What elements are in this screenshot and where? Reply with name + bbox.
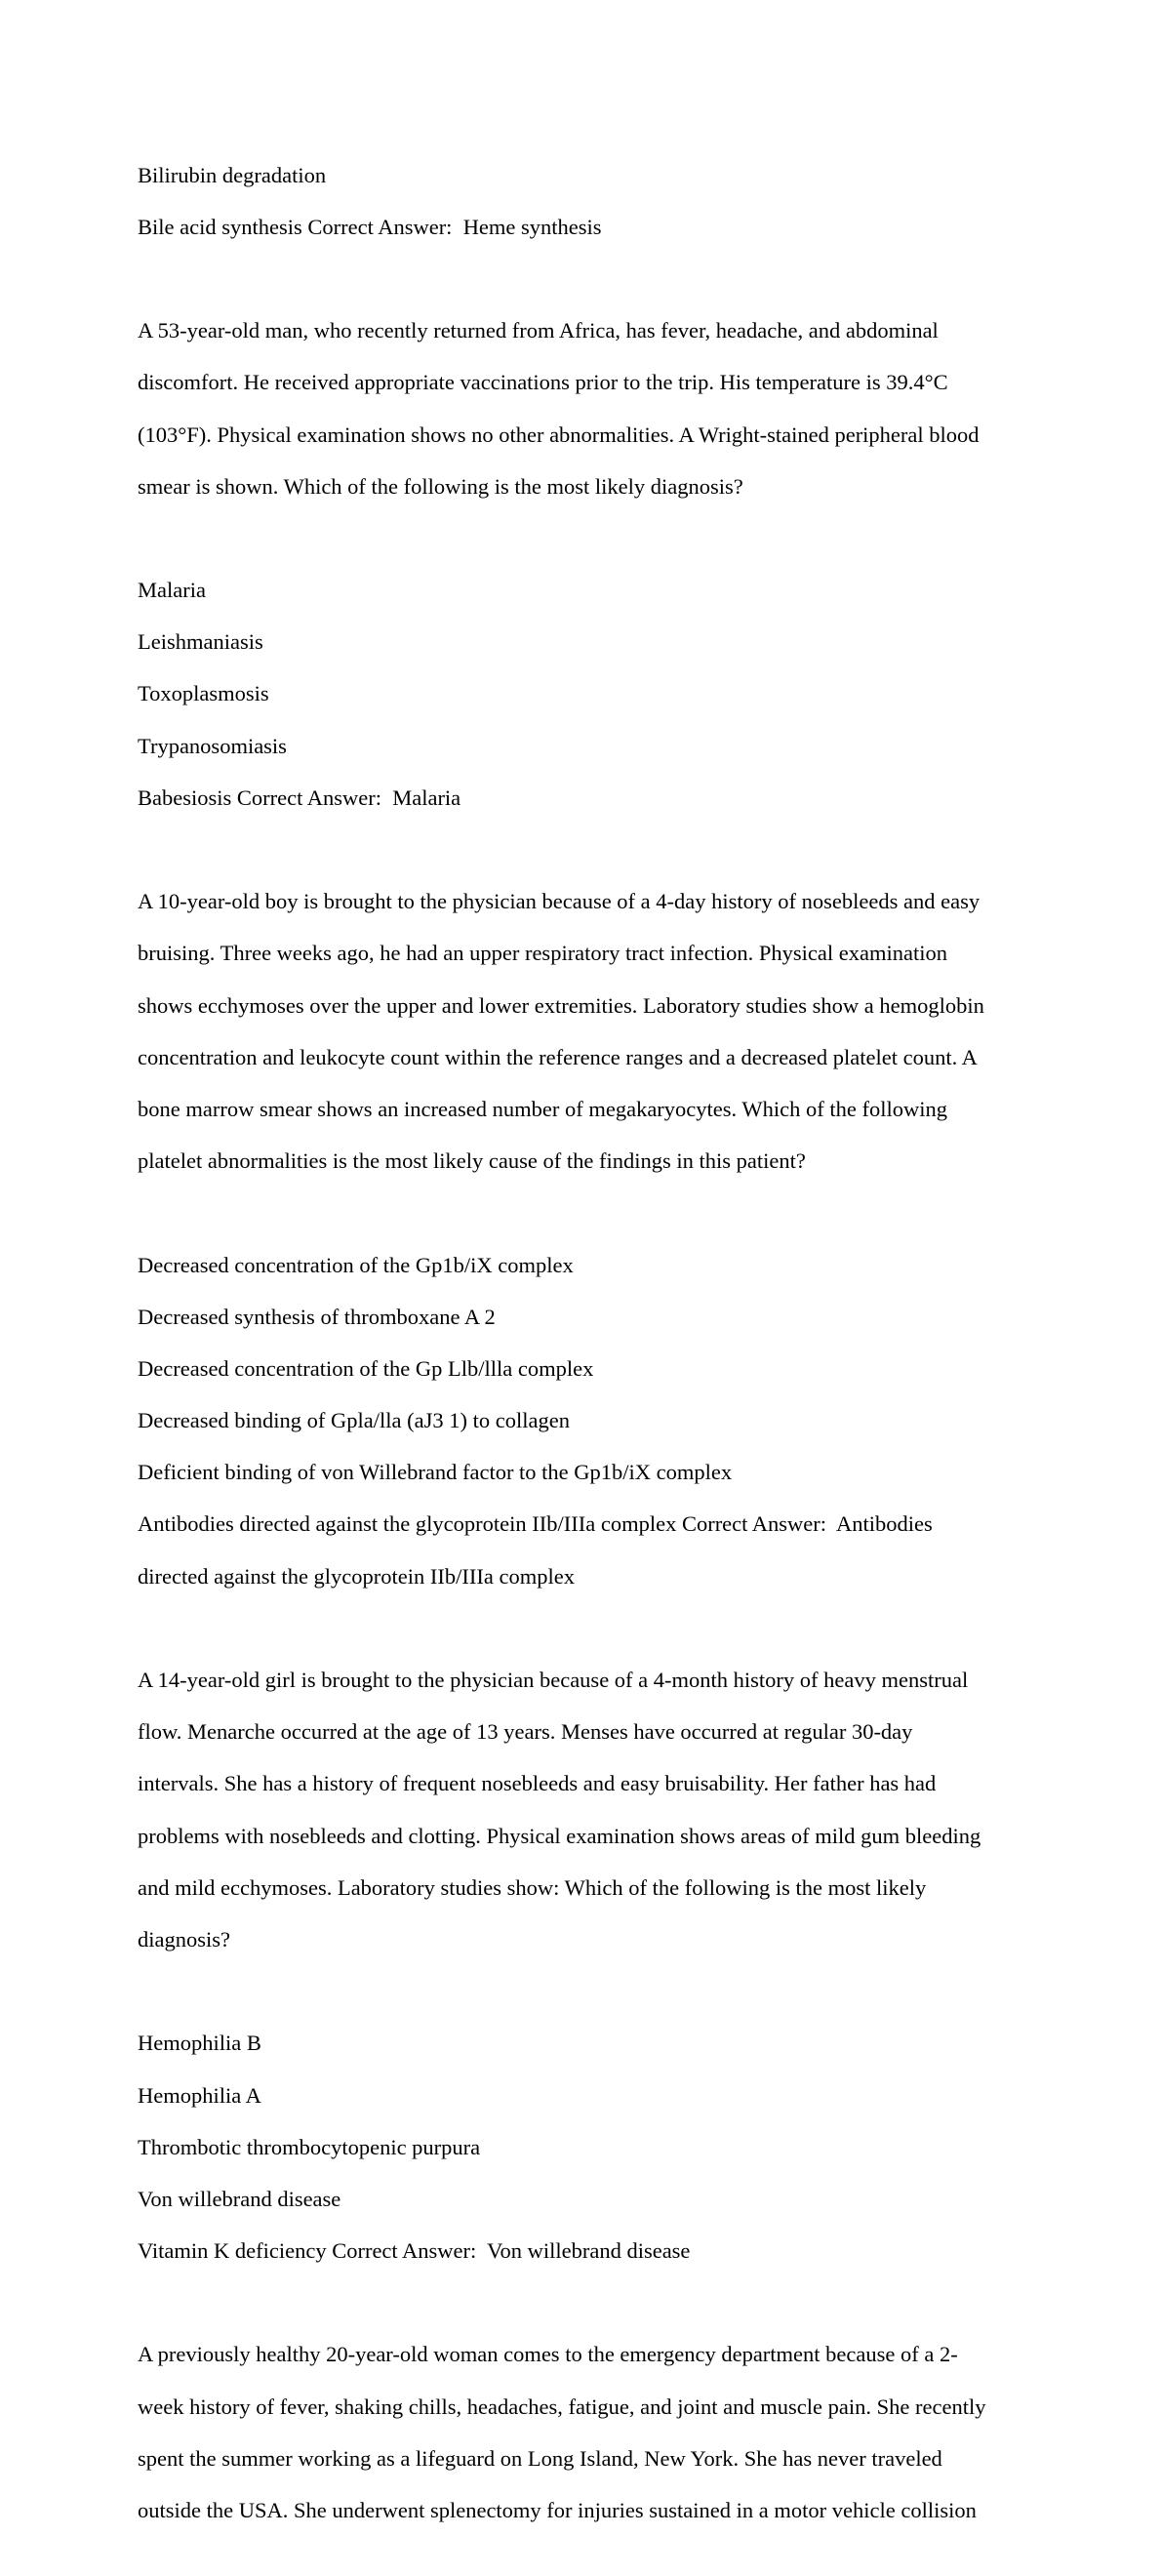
option-line: Decreased synthesis of thromboxane A 2 bbox=[138, 1304, 496, 1329]
text-line: outside the USA. She underwent splenectomy for injuries sustained in a motor vehicle collision bbox=[138, 2498, 977, 2523]
option-line: Trypanosomiasis bbox=[138, 733, 287, 758]
option-line: Decreased binding of Gpla/lla (aJ3 1) to collagen bbox=[138, 1408, 570, 1433]
option-line: Antibodies directed against the glycoprotein IIb/IIIa complex Correct Answer: Antibodies bbox=[138, 1511, 933, 1537]
option-line: Deficient binding of von Willebrand factor to the Gp1b/iX complex bbox=[138, 1460, 733, 1485]
option-line: Hemophilia B bbox=[138, 2031, 261, 2056]
text-block-heme-answer bbox=[138, 137, 1025, 266]
text-line: flow. Menarche occurred at the age of 13 years. Menses have occurred at regular 30-day bbox=[138, 1719, 913, 1745]
option-line: Thrombotic thrombocytopenic purpura bbox=[138, 2134, 481, 2159]
option-line: Babesiosis Correct Answer: Malaria bbox=[138, 785, 461, 810]
document-page bbox=[138, 137, 1025, 2576]
text-line: A 53-year-old man, who recently returned from Africa, has fever, headache, and abdominal bbox=[138, 318, 939, 343]
text-line: bone marrow smear shows an increased number of megakaryocytes. Which of the following bbox=[138, 1096, 947, 1121]
text-line: diagnosis? bbox=[138, 1926, 230, 1952]
text-line: A 14-year-old girl is brought to the physician because of a 4-month history of heavy menstrual bbox=[138, 1668, 969, 1693]
text-line: intervals. She has a history of frequent nosebleeds and easy bruisability. Her father has had bbox=[138, 1771, 937, 1796]
text-line: Bile acid synthesis Correct Answer: Heme synthesis bbox=[138, 214, 602, 239]
text-line: smear is shown. Which of the following is the most likely diagnosis? bbox=[138, 473, 743, 499]
question-vwd bbox=[138, 1641, 1025, 1979]
text-line: platelet abnormalities is the most likely cause of the findings in this patient? bbox=[138, 1148, 806, 1174]
option-line: Decreased concentration of the Gp1b/iX complex bbox=[138, 1252, 574, 1277]
question-malaria bbox=[138, 293, 1025, 526]
question-babesiosis bbox=[138, 2316, 1025, 2550]
text-line: week history of fever, shaking chills, headaches, fatigue, and joint and muscle pain. She recently bbox=[138, 2394, 986, 2419]
options-vwd bbox=[138, 2005, 1025, 2291]
question-itp bbox=[138, 864, 1025, 1201]
option-line: directed against the glycoprotein IIb/IIIa complex bbox=[138, 1563, 575, 1589]
options-malaria bbox=[138, 552, 1025, 838]
text-line: A previously healthy 20-year-old woman comes to the emergency department because of a 2- bbox=[138, 2342, 958, 2367]
text-line: shows ecchymoses over the upper and lower extremities. Laboratory studies show a hemoglobin bbox=[138, 992, 984, 1018]
options-itp bbox=[138, 1227, 1025, 1616]
text-line: Bilirubin degradation bbox=[138, 162, 327, 187]
option-line: Leishmaniasis bbox=[138, 629, 263, 655]
text-line: concentration and leukocyte count within the reference ranges and a decreased platelet count. A bbox=[138, 1044, 978, 1069]
option-line: Von willebrand disease bbox=[138, 2186, 341, 2211]
text-line: discomfort. He received appropriate vaccinations prior to the trip. His temperature is 39.4°C bbox=[138, 370, 948, 395]
text-line: spent the summer working as a lifeguard on Long Island, New York. She has never traveled bbox=[138, 2445, 942, 2471]
text-line: A 10-year-old boy is brought to the physician because of a 4-day history of nosebleeds and easy bbox=[138, 889, 981, 914]
text-line: problems with nosebleeds and clotting. Physical examination shows areas of mild gum bleeding bbox=[138, 1823, 981, 1848]
option-line: Toxoplasmosis bbox=[138, 681, 269, 706]
text-line: bruising. Three weeks ago, he had an upper respiratory tract infection. Physical examination bbox=[138, 941, 947, 966]
option-line: Hemophilia A bbox=[138, 2082, 261, 2108]
option-line: Decreased concentration of the Gp Llb/llla complex bbox=[138, 1355, 594, 1381]
option-line: Malaria bbox=[138, 578, 206, 603]
text-line: (103°F). Physical examination shows no other abnormalities. A Wright-stained peripheral blood bbox=[138, 422, 980, 447]
option-line: Vitamin K deficiency Correct Answer: Von willebrand disease bbox=[138, 2238, 691, 2264]
text-line: and mild ecchymoses. Laboratory studies show: Which of the following is the most likely bbox=[138, 1874, 927, 1900]
